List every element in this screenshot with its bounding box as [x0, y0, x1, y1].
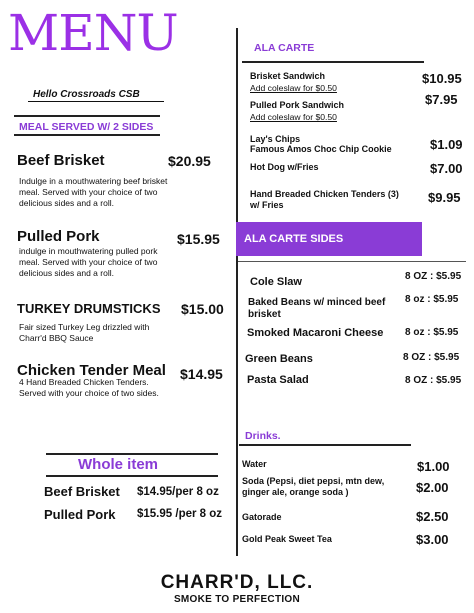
- drink-item-price: $2.00: [416, 480, 449, 495]
- side-item-name: Pasta Salad: [247, 374, 309, 386]
- drinks-header-rule: [239, 444, 411, 446]
- ala-carte-item-note: Add coleslaw for $0.50: [250, 112, 337, 122]
- ala-carte-item-price: $9.95: [428, 190, 461, 205]
- drink-item-name: Gold Peak Sweet Tea: [242, 534, 332, 544]
- ala-carte-item-price: $7.00: [430, 161, 463, 176]
- side-item-name: Cole Slaw: [250, 276, 302, 288]
- meal-section-header: MEAL SERVED W/ 2 SIDES: [19, 121, 154, 133]
- whole-header-top-rule: [46, 453, 218, 455]
- meal-item-price: $15.00: [181, 301, 224, 317]
- ala-carte-item-name: Hand Breaded Chicken Tenders (3) w/ Fries: [250, 189, 399, 210]
- meal-header-top-rule: [14, 115, 160, 117]
- ala-carte-item-price: $7.95: [425, 92, 458, 107]
- ala-carte-item-price: $10.95: [422, 71, 462, 86]
- drink-item-name: Water: [242, 459, 267, 469]
- drink-item-name: Soda (Pepsi, diet pepsi, mtn dew, ginger ale, orange soda ): [242, 476, 385, 497]
- whole-item-name: Pulled Pork: [44, 507, 116, 522]
- meal-item-desc: indulge in mouthwatering pulled pork meal. Served with your choice of two delicious sides and a roll.: [19, 246, 158, 278]
- drink-item-price: $3.00: [416, 532, 449, 547]
- drink-item-name: Gatorade: [242, 512, 282, 522]
- side-item-name: Baked Beans w/ minced beef brisket: [248, 297, 386, 320]
- meal-header-bottom-rule: [14, 134, 160, 136]
- side-item-name: Green Beans: [245, 353, 313, 365]
- ala-carte-sides-header: ALA CARTE SIDES: [236, 222, 422, 256]
- drink-item-price: $2.50: [416, 509, 449, 524]
- ala-carte-item-name: Brisket Sandwich: [250, 71, 326, 81]
- greeting-underline: [28, 101, 164, 102]
- whole-item-price: $15.95 /per 8 oz: [137, 508, 223, 520]
- column-divider: [236, 28, 238, 556]
- meal-item-price: $14.95: [180, 366, 223, 382]
- side-item-price: 8 OZ : $5.95: [405, 271, 462, 282]
- greeting: Hello Crossroads CSB: [33, 89, 140, 100]
- meal-item-name: Beef Brisket: [17, 152, 105, 169]
- drink-item-price: $1.00: [417, 459, 450, 474]
- ala-carte-item-price: $1.09: [430, 137, 463, 152]
- meal-item-desc: Indulge in a mouthwatering beef brisket meal. Served with your choice of two delicious sides and a roll.: [19, 176, 168, 208]
- whole-item-name: Beef Brisket: [44, 484, 120, 499]
- menu-title: MENU: [8, 4, 178, 62]
- meal-item-name: Pulled Pork: [17, 228, 100, 245]
- ala-carte-item-name: Pulled Pork Sandwich: [250, 100, 345, 110]
- whole-header-bottom-rule: [46, 475, 218, 477]
- meal-item-price: $15.95: [177, 231, 220, 247]
- ala-carte-item-name-2: Famous Amos Choc Chip Cookie: [250, 144, 392, 154]
- meal-item-desc: 4 Hand Breaded Chicken Tenders. Served with your choice of two sides.: [19, 377, 159, 398]
- side-item-price: 8 oz : $5.95: [405, 294, 459, 305]
- ala-carte-header-rule: [242, 61, 424, 63]
- side-item-price: 8 OZ : $5.95: [403, 352, 460, 363]
- meal-item-name: Chicken Tender Meal: [17, 362, 166, 379]
- drinks-header: Drinks.: [245, 430, 281, 442]
- meal-item-desc: Fair sized Turkey Leg drizzled with Charr'd BBQ Sauce: [19, 322, 150, 343]
- side-item-price: 8 OZ : $5.95: [405, 375, 462, 386]
- ala-carte-item-name: Lay's Chips: [250, 134, 301, 144]
- side-item-name: Smoked Macaroni Cheese: [247, 327, 384, 339]
- sides-header-rule: [238, 261, 466, 262]
- footer-tagline: SMOKE TO PERFECTION: [173, 594, 301, 605]
- footer-brand: CHARR'D, LLC.: [160, 572, 314, 593]
- ala-carte-item-name: Hot Dog w/Fries: [250, 162, 319, 172]
- whole-item-price: $14.95/per 8 oz: [137, 486, 219, 498]
- ala-carte-header: ALA CARTE: [254, 42, 315, 54]
- whole-item-header: Whole item: [78, 456, 159, 473]
- meal-item-price: $20.95: [168, 153, 211, 169]
- ala-carte-item-note: Add coleslaw for $0.50: [250, 83, 337, 93]
- side-item-price: 8 oz : $5.95: [405, 327, 459, 338]
- meal-item-name: TURKEY DRUMSTICKS: [17, 301, 161, 316]
